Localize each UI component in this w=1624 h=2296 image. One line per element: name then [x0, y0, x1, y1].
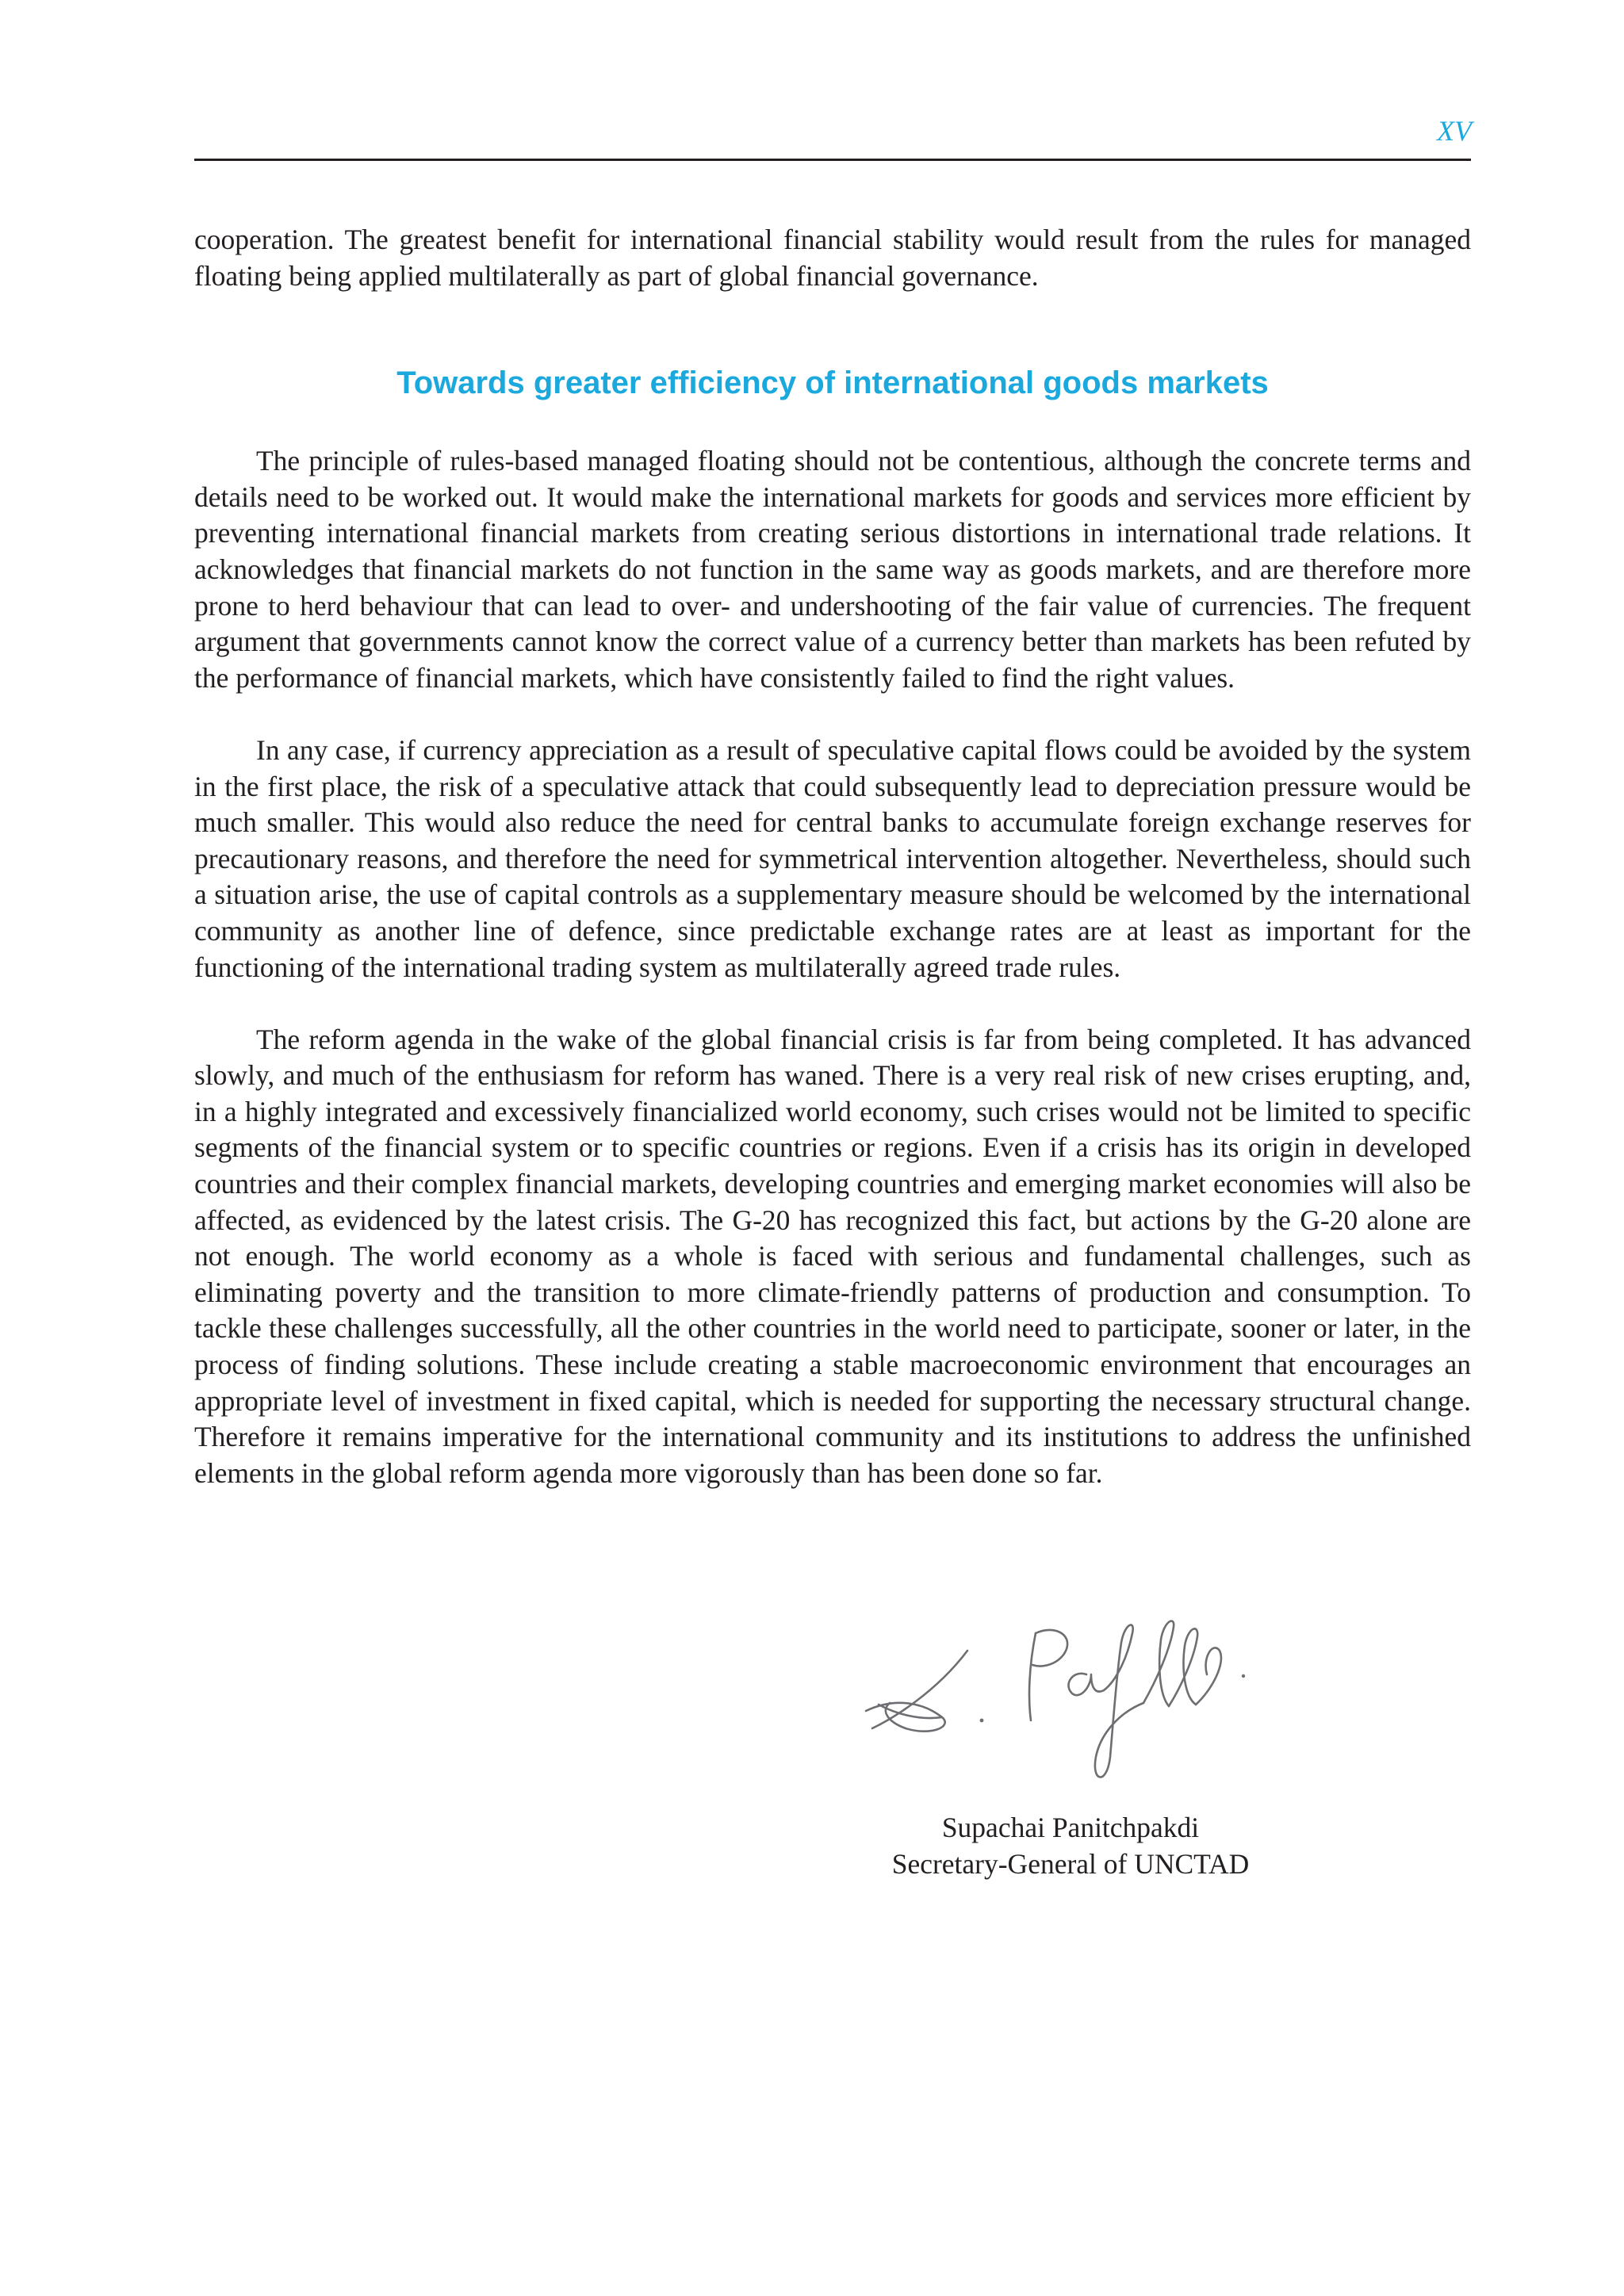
signer-name: Supachai Panitchpakdi	[941, 1812, 1200, 1843]
paragraph-continued: cooperation. The greatest benefit for international financial stability would result from the rules for managed floating being applied multilaterally as part of global financial governance.	[194, 224, 1471, 292]
signer-title: Secretary-General of UNCTAD	[891, 1848, 1250, 1880]
paragraph-reform-agenda: The reform agenda in the wake of the global financial crisis is far from being completed. It has advanced slowly, and much of the enthusiasm for reform has waned. There is a very real risk of new crises erupting, and, in a highly integrated and excessively financialized world economy, such crises would not be limited to specific segments of the financial system or to specific countries or regions. Even if a crisis has its origin in developed countries and their complex financial markets, developing countries and emerging market economies will also be affected, as evidenced by the latest crisis. The G-20 has recognized this fact, but actions by the G-20 alone are not enough. The world economy as a whole is faced with serious and fundamental challenges, such as eliminating poverty and the transition to more climate-friendly patterns of production and consumption. To tackle these challenges successfully, all the other countries in the world need to participate, sooner or later, in the process of finding solutions. These include creating a stable macroeconomic environment that encourages an appropriate level of investment in fixed capital, which is needed for supporting the necessary structural change. Therefore it remains imperative for the international community and its institutions to address the unfinished elements in the global reform agenda more vigorously than has been done so far.	[194, 1023, 1471, 1489]
paragraph-currency-appreciation: In any case, if currency appreciation as a result of speculative capital flows could be avoided by the system in the first place, the risk of a speculative attack that could subsequently lead to depreciation pressure would be much smaller. This would also reduce the need for central banks to accumulate foreign exchange reserves for precautionary reasons, and therefore the need for symmetrical intervention altogether. Nevertheless, should such a situation arise, the use of capital controls as a supplementary measure should be welcomed by the international community as another line of defence, since predictable exchange rates are at least as important for the functioning of the international trading system as multilaterally agreed trade rules.	[194, 733, 1471, 983]
header-rule	[194, 159, 1471, 161]
page-content	[194, 222, 1471, 1491]
section-heading: Towards greater efficiency of international goods markets	[396, 365, 1269, 401]
signature-block	[833, 1601, 1308, 1882]
handwritten-signature	[848, 1601, 1293, 1808]
page-number: XV	[1437, 115, 1472, 147]
paragraph-rules-based-floating: The principle of rules-based managed floating should not be contentious, although the concrete terms and details need to be worked out. It would make the international markets for goods and services more efficient by preventing international financial markets from creating serious distortions in international trade relations. It acknowledges that financial markets do not function in the same way as goods markets, and are therefore more prone to herd behaviour that can lead to over- and undershooting of the fair value of currencies. The frequent argument that governments cannot know the correct value of a currency better than markets has been refuted by the performance of financial markets, which have consistently failed to find the right values.	[194, 445, 1471, 694]
